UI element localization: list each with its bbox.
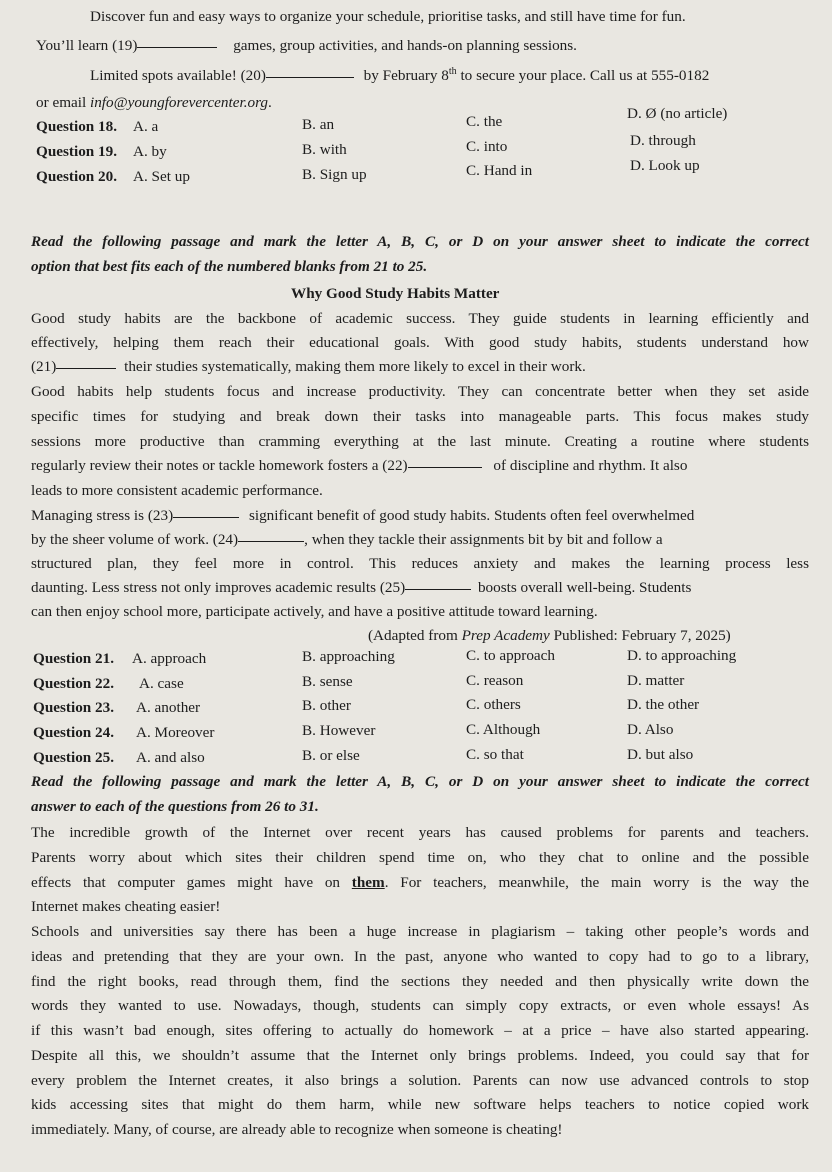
question-22-option-c: C. reason: [466, 672, 524, 689]
passage-1-title: Why Good Study Habits Matter: [291, 285, 500, 302]
passage-1-text: , when they tackle their assignments bit by bit and follow a: [304, 531, 663, 548]
question-24-label: Question 24.: [33, 724, 115, 741]
passage-1-line: [31, 457, 687, 475]
question-22-option-d: D. matter: [627, 672, 685, 689]
passage-2-line: ideas and pretending that they are your own. In the past, anyone who wanted to copy had to go to a library,: [31, 948, 809, 965]
source-name: Prep Academy: [461, 627, 550, 644]
instruction-26-31-line-1: Read the following passage and mark the letter A, B, C, or D on your answer sheet to indicate the correct: [31, 773, 809, 790]
passage-1-line: structured plan, they feel more in control. This reduces anxiety and makes the learning process less: [31, 555, 809, 572]
passage-1-line: [31, 507, 694, 525]
question-19-option-d: D. through: [630, 132, 696, 149]
passage-1-line: sessions more productive than cramming everything at the last minute. Creating a routine where students: [31, 433, 809, 450]
question-23-option-c: C. others: [466, 696, 521, 713]
passage-1-text: significant benefit of good study habits. Students often feel overwhelmed: [248, 507, 695, 524]
ad-line-3-sup: th: [448, 66, 457, 77]
question-19-label: Question 19.: [36, 143, 118, 160]
passage-2-line: The incredible growth of the Internet over recent years has caused problems for parents and teachers.: [31, 824, 809, 841]
ad-line-2-start: You’ll learn (19): [36, 37, 138, 54]
ad-line-1: Discover fun and easy ways to organize your schedule, prioritise tasks, and still have time for fun.: [90, 8, 686, 25]
passage-1-line: [31, 579, 691, 597]
blank-21: [56, 367, 116, 369]
passage-2-text: . For teachers, meanwhile, the main worry is the way the: [384, 874, 809, 891]
question-20-option-d: D. Look up: [630, 157, 700, 174]
passage-2-line: immediately. Many, of course, are already able to recognize when someone is cheating!: [31, 1121, 563, 1138]
instruction-26-31-line-2: answer to each of the questions from 26 to 31.: [31, 798, 319, 815]
question-18-option-c: C. the: [466, 113, 503, 130]
passage-1-text: regularly review their notes or tackle homework fosters a (22): [31, 457, 408, 474]
passage-2-line: words they wanted to use. Nowadays, though, students can simply copy extracts, or even whole essays! As: [31, 997, 809, 1014]
passage-1-line: leads to more consistent academic performance.: [31, 482, 323, 499]
underlined-word-them: them: [351, 874, 385, 891]
blank-24: [238, 540, 304, 542]
passage-1-line: [31, 531, 663, 549]
blank-23: [173, 516, 239, 518]
ad-line-3-mid: by February 8: [363, 67, 449, 85]
question-23-option-b: B. other: [302, 697, 351, 714]
source-prefix: (Adapted from: [368, 627, 462, 644]
question-20-option-c: C. Hand in: [466, 162, 533, 179]
blank-20: [266, 76, 354, 78]
passage-1-text: of discipline and rhythm. It also: [493, 457, 688, 474]
question-24-option-d: D. Also: [627, 721, 674, 738]
question-18-option-d: D. Ø (no article): [627, 105, 728, 122]
question-25-option-c: C. so that: [466, 746, 524, 763]
ad-line-3: [90, 66, 709, 85]
question-25-label: Question 25.: [33, 749, 115, 766]
question-19-option-b: B. with: [302, 141, 347, 158]
question-20-option-a: A. Set up: [133, 168, 190, 185]
passage-2-line: Internet makes cheating easier!: [31, 898, 221, 915]
passage-1-text: by the sheer volume of work. (24): [31, 531, 239, 548]
ad-line-3-end: to secure your place. Call us at 555-0182: [460, 67, 710, 85]
passage-1-text: their studies systematically, making them more likely to excel in their work.: [124, 358, 586, 375]
blank-21-number: (21): [31, 358, 57, 375]
ad-line-3-start: Limited spots available! (20): [90, 67, 266, 85]
passage-2-line: find the right books, read through them, find the sections they needed and then physically write down the: [31, 973, 809, 990]
passage-2-line: Schools and universities say there has been a huge increase in plagiarism – taking other people’s words and: [31, 923, 809, 940]
instruction-21-25-line-1: Read the following passage and mark the letter A, B, C, or D on your answer sheet to indicate the correct: [31, 233, 809, 250]
question-19-option-c: C. into: [466, 138, 508, 155]
ad-email-prefix: or email: [36, 94, 90, 111]
question-24-option-a: A. Moreover: [136, 724, 215, 741]
question-19-option-a: A. by: [133, 143, 167, 160]
question-18-option-b: B. an: [302, 116, 335, 133]
ad-email-suffix: .: [268, 94, 272, 111]
passage-1-line: Good habits help students focus and increase productivity. They can concentrate better when they set aside: [31, 383, 809, 400]
blank-25: [405, 588, 471, 590]
question-23-option-d: D. the other: [627, 696, 700, 713]
ad-line-2: [36, 37, 577, 55]
passage-1-source: [368, 627, 731, 645]
passage-2-line: Despite all this, we shouldn’t assume that the Internet only brings problems. Indeed, you could say that for: [31, 1047, 809, 1064]
question-25-option-b: B. or else: [302, 747, 360, 764]
passage-1-line: effectively, helping them reach their educational goals. With good study habits, students understand how: [31, 334, 809, 351]
passage-2-line: kids accessing sites that might do them harm, while new software helps teachers to notice copied work: [31, 1096, 809, 1113]
question-23-option-a: A. another: [136, 699, 201, 716]
question-21-option-d: D. to approaching: [627, 647, 737, 664]
question-21-option-b: B. approaching: [302, 648, 395, 665]
blank-22: [408, 466, 482, 468]
passage-2-line: if this wasn’t bad enough, sites offering to actually do homework – at a price – have also started appearing.: [31, 1022, 809, 1039]
question-24-option-c: C. Although: [466, 721, 541, 738]
passage-2-line: every problem the Internet creates, it also brings a solution. Parents can now use advanced controls to stop: [31, 1072, 809, 1089]
passage-1-line: [31, 358, 586, 376]
question-20-label: Question 20.: [36, 168, 118, 185]
passage-1-line: can then enjoy school more, participate actively, and have a positive attitude toward learning.: [31, 603, 598, 620]
passage-1-line: Good study habits are the backbone of academic success. They guide students in learning efficiently and: [31, 310, 809, 327]
passage-2-text: effects that computer games might have on: [31, 874, 352, 891]
ad-line-4: [36, 94, 272, 112]
question-24-option-b: B. However: [302, 722, 376, 739]
question-25-option-d: D. but also: [627, 746, 694, 763]
question-22-option-b: B. sense: [302, 673, 353, 690]
question-23-label: Question 23.: [33, 699, 115, 716]
passage-2-line: Parents worry about which sites their children spend time on, who they chat to online and the possible: [31, 849, 809, 866]
passage-2-line: [31, 874, 809, 892]
question-25-option-a: A. and also: [136, 749, 205, 766]
source-suffix: Published: February 7, 2025): [549, 627, 731, 644]
question-22-option-a: A. case: [139, 675, 184, 692]
passage-1-line: specific times for studying and break down their tasks into manageable parts. This focus makes study: [31, 408, 809, 425]
question-21-option-a: A. approach: [132, 650, 207, 667]
passage-1-text: boosts overall well-being. Students: [477, 579, 692, 596]
blank-19: [137, 46, 217, 48]
question-21-option-c: C. to approach: [466, 647, 555, 664]
ad-email: info@youngforevercenter.org: [89, 94, 269, 111]
passage-1-text: Managing stress is (23): [31, 507, 174, 524]
question-20-option-b: B. Sign up: [302, 166, 367, 183]
question-21-label: Question 21.: [33, 650, 115, 667]
question-18-label: Question 18.: [36, 118, 118, 135]
instruction-21-25-line-2: option that best fits each of the numbered blanks from 21 to 25.: [31, 258, 428, 275]
question-18-option-a: A. a: [133, 118, 159, 135]
passage-1-text: daunting. Less stress not only improves academic results (25): [31, 579, 406, 596]
question-22-label: Question 22.: [33, 675, 115, 692]
ad-line-2-end: games, group activities, and hands-on planning sessions.: [233, 37, 577, 54]
